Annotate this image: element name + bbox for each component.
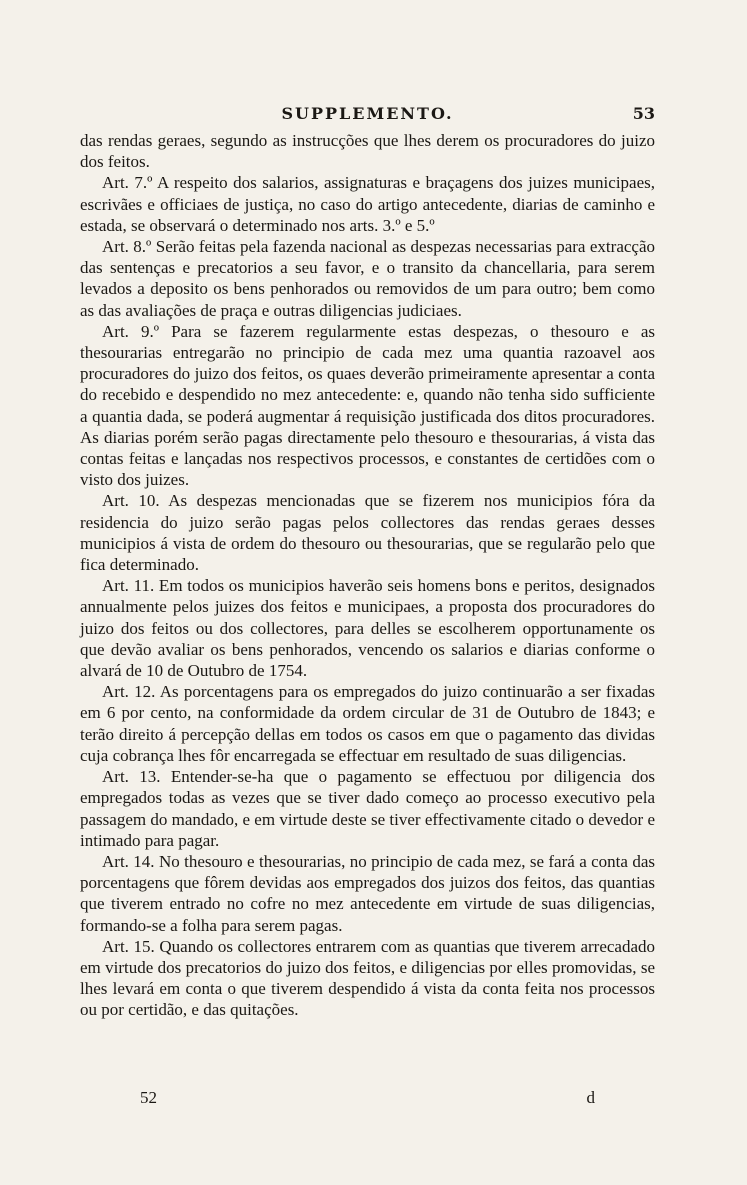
paragraph-art-9: Art. 9.º Para se fazerem regularmente estas despezas, o thesouro e as thesourarias entregarão no principio de cada mez uma quantia razoavel aos procuradores do juizo dos feitos, os quaes deverão primeiramente apresentar a conta do recebido e despendido no mez antecedente: e, quando não tenha sido sufficiente a quantia dada, se poderá augmentar á requisição justificada dos ditos procuradores. As diarias porém serão pagas directamente pelo thesouro e thesourarias, á vista das contas feitas e lançadas nos respectivos processos, e constantes de certidões com o visto dos juizes. (80, 321, 655, 490)
paragraph-art-14: Art. 14. No thesouro e thesourarias, no principio de cada mez, se fará a conta das porcentagens que fôrem devidas aos empregados dos juizos dos feitos, das quantias que tiverem entrado no cofre no mez antecedente em virtude de suas diligencias, formando-se a folha para serem pagas. (80, 851, 655, 935)
paragraph-art-8: Art. 8.º Serão feitas pela fazenda nacional as despezas necessarias para extracção das sentenças e precatorios a seu favor, e o transito da chancellaria, para serem levados a deposito os bens penhorados ou removidos de um para outro; bem como as das avaliações de praça e outras diligencias judiciaes. (80, 237, 655, 320)
page-number: 53 (632, 104, 655, 123)
signature-mark: 52 (140, 1088, 157, 1107)
paragraph-art-11: Art. 11. Em todos os municipios haverão seis homens bons e peritos, designados annualmente pelos juizes dos feitos e municipaes, a proposta dos procuradores do juizo dos feitos ou dos collectores, para delles se escolherem opportunamente os que devão avaliar os bens penhorados, vencendo os salarios e diarias conforme o alvará de 10 de Outubro de 1754. (80, 576, 655, 681)
paragraph-art-13: Art. 13. Entender-se-ha que o pagamento se effectuou por diligencia dos empregados todas as vezes que se tiver dado começo ao processo executivo pela passagem do mandado, e em virtude deste se tiver effectivamente citado o devedor e intimado para pagar. (80, 767, 655, 850)
signature-mark-right: d (586, 1088, 595, 1107)
paragraph-art-10: Art. 10. As despezas mencionadas que se fizerem nos municipios fóra da residencia do juizo serão pagas pelos collectores das rendas geraes desses municipios á vista de ordem do thesouro ou thesourarias, que se regularão pelo que fica determinado. (80, 491, 655, 575)
body-text (80, 130, 655, 1021)
paragraph-art-7: Art. 7.º A respeito dos salarios, assignaturas e braçagens dos juizes municipaes, escrivães e officiaes de justiça, no caso do artigo antecedente, diarias de caminho e estada, se observará o determinado nos arts. 3.º e 5.º (80, 173, 655, 235)
paragraph-art-12: Art. 12. As porcentagens para os empregados do juizo continuarão a ser fixadas em 6 por cento, na conformidade da ordem circular de 31 de Outubro de 1843; e terão direito á percepção dellas em todos os casos em que o pagamento das dividas cuja cobrança lhes fôr encarregada se effectuar em resultado de suas diligencias. (80, 682, 655, 765)
paragraph-art-15: Art. 15. Quando os collectores entrarem com as quantias que tiverem arrecadado em virtude dos precatorios do juizo dos feitos, e diligencias por elles promovidas, se lhes levará em conta o que tiverem despendido á vista da conta feita nos processos ou por certidão, e das quitações. (80, 936, 655, 1020)
signature-line (80, 1088, 655, 1110)
paragraph-continuation: das rendas geraes, segundo as instrucções que lhes derem os procuradores do juizo dos feitos. (80, 131, 655, 172)
running-title: SUPPLEMENTO. (281, 104, 454, 123)
running-head (80, 104, 655, 126)
